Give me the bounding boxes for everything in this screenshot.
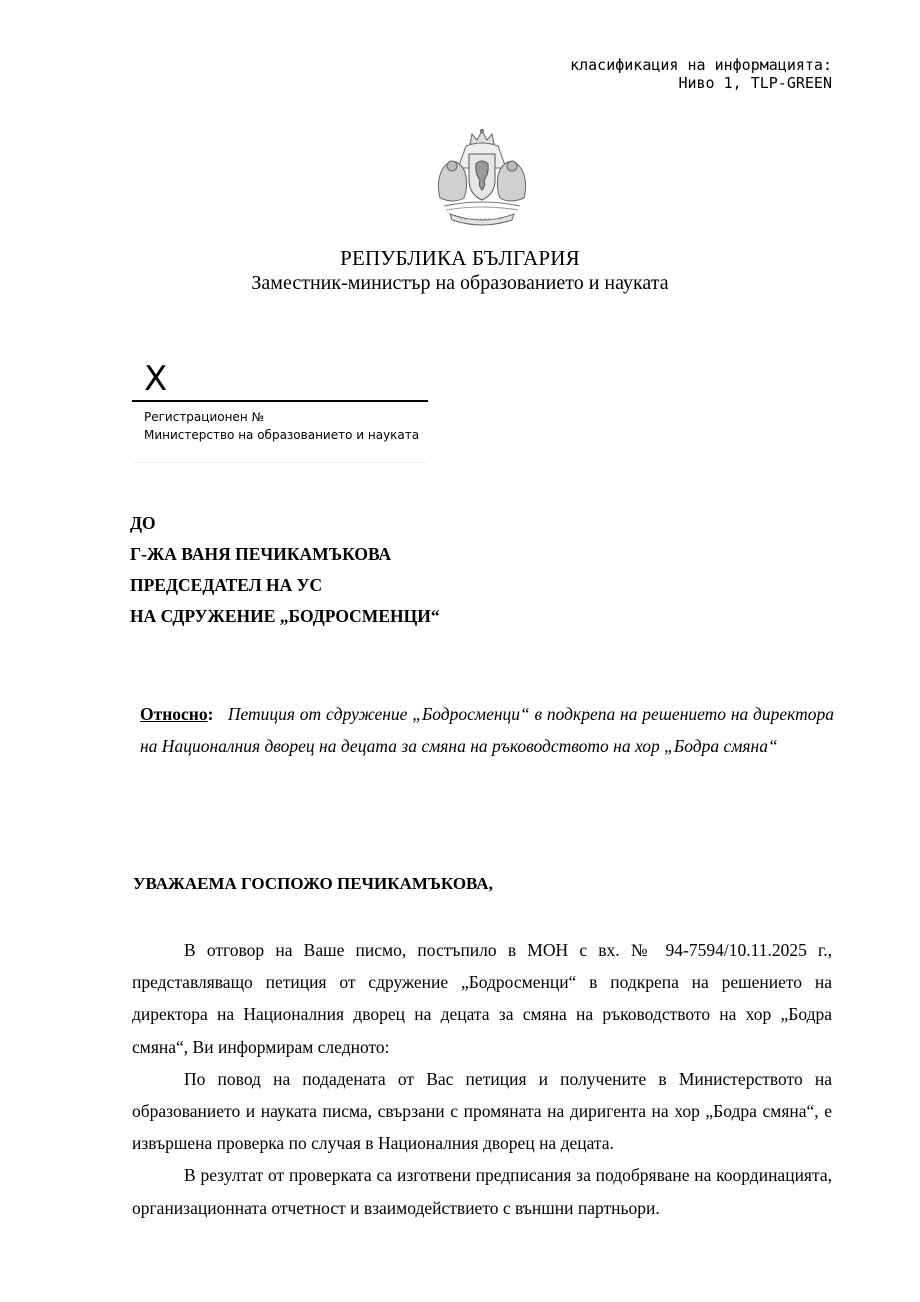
signature-block <box>132 360 428 463</box>
addressee-line-2: Г-ЖА ВАНЯ ПЕЧИКАМЪКОВА <box>130 544 392 564</box>
body-paragraph-2: По повод на подадената от Вас петиция и получените в Министерството на образованието и науката писма, свързани с промяната на диригента на хор „Бодра смяна“, е извършена проверка по случая в Националния дворец на децата. <box>132 1068 832 1154</box>
addressee-line-3: ПРЕДСЕДАТЕЛ НА УС <box>130 575 323 595</box>
classification-line-1: класификация на информацията: <box>570 56 832 74</box>
office-title: Заместник-министър на образованието и науката <box>251 272 669 294</box>
addressee-line-1: ДО <box>130 513 156 533</box>
subject-colon: : <box>207 704 214 724</box>
body-paragraph-1: В отговор на Ваше писмо, постъпило в МОН с вх. № 94-7594/10.11.2025 г., представляващо петиция от сдружение „Бодросменци“ в подкрепа на решението на директора на Националния дворец на децата за смяна на ръководството на хор „Бодра смяна“, Ви информирам следното: <box>132 940 832 1057</box>
signature-line <box>132 400 428 402</box>
republic-title: РЕПУБЛИКА БЪЛГАРИЯ <box>340 246 580 270</box>
signature-mark: X <box>144 359 168 399</box>
ministry-label: Министерство на образованието и науката <box>144 428 420 442</box>
letter-body <box>132 934 832 1224</box>
registration-number-label: Регистрационен № <box>144 410 264 424</box>
salutation: УВАЖАЕМА ГОСПОЖО ПЕЧИКАМЪКОВА, <box>133 874 493 893</box>
signature-divider <box>132 462 428 463</box>
body-paragraph-3: В резултат от проверката са изготвени предписания за подобряване на координацията, организационната отчетност и взаимодействието с външни партньори. <box>132 1165 832 1218</box>
subject-text: Петиция от сдружение „Бодросменци“ в подкрепа на решението на директора на Националния дворец на децата за смяна на ръководството на хор „Бодра смяна“ <box>140 704 834 756</box>
subject-block <box>140 698 834 762</box>
classification-marking <box>570 56 832 92</box>
addressee-line-4: НА СДРУЖЕНИЕ „БОДРОСМЕНЦИ“ <box>130 606 440 626</box>
subject-label: Относно <box>140 704 208 724</box>
classification-line-2: Ниво 1, TLP-GREEN <box>678 74 832 92</box>
addressee-block <box>130 508 440 632</box>
coat-of-arms-icon <box>426 128 538 226</box>
